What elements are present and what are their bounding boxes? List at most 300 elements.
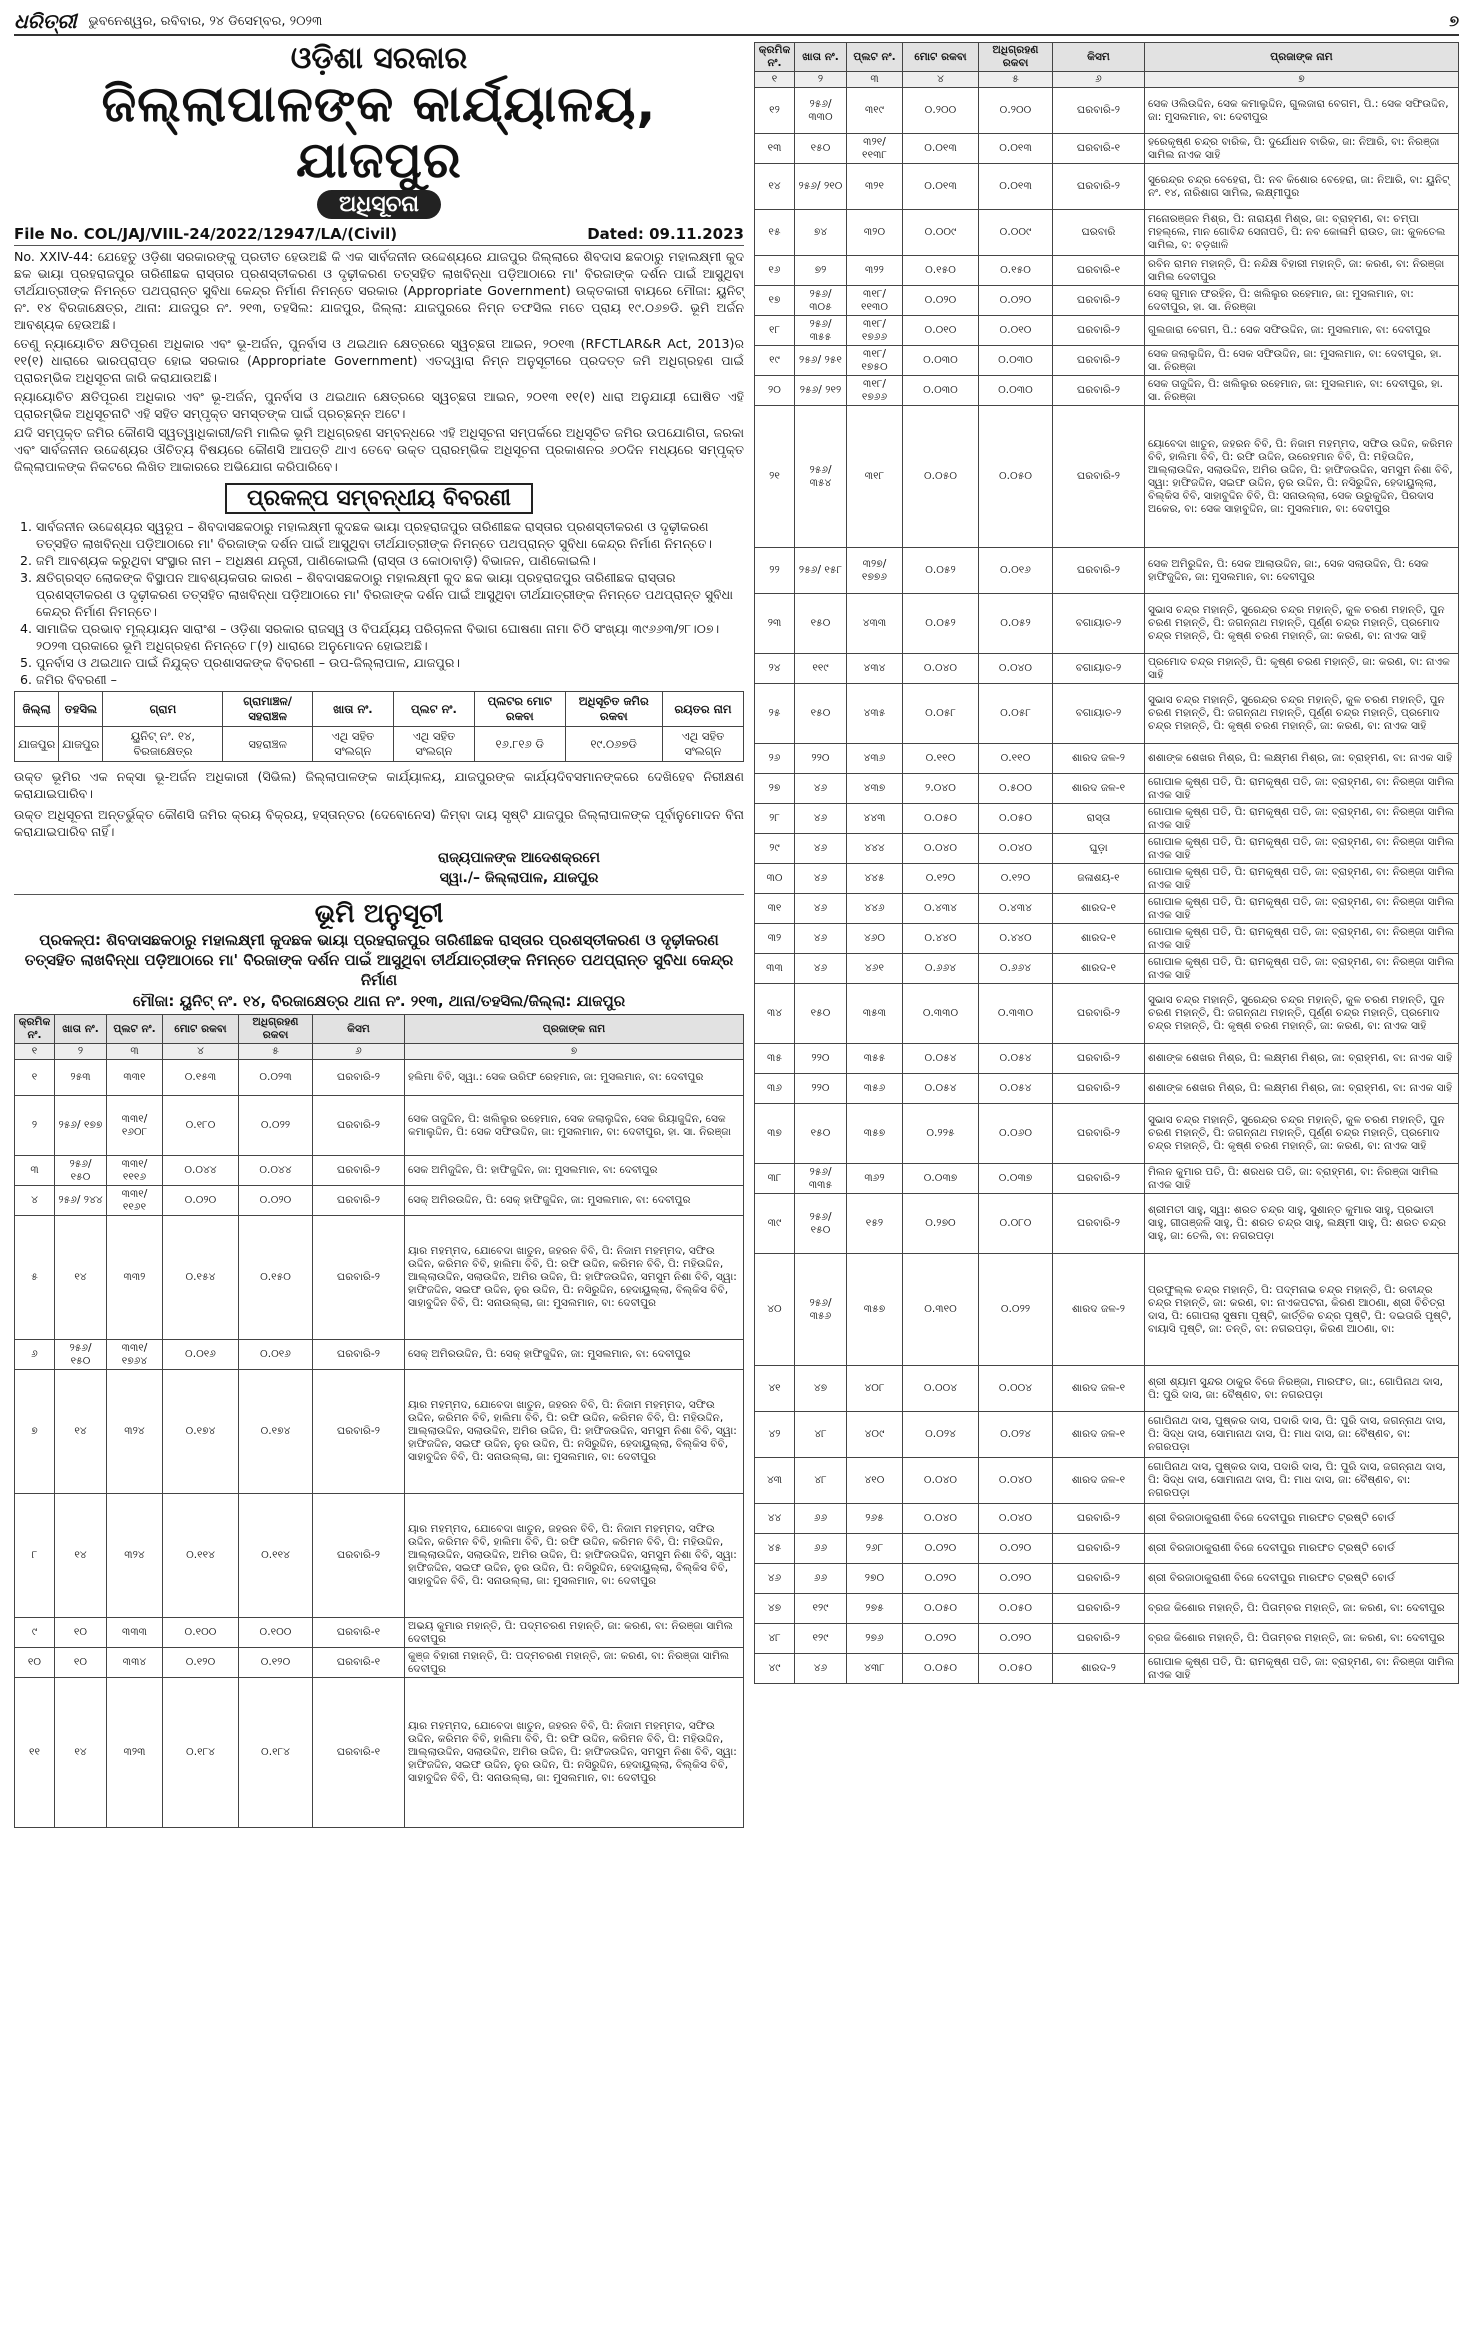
plot-cell: ୪୩୪ xyxy=(847,654,903,684)
khata-cell: ୭୪ xyxy=(795,210,847,256)
table-row xyxy=(755,1564,1459,1594)
acquired-area-cell: ୦.୦୪୦ xyxy=(979,1458,1053,1504)
table-row xyxy=(755,1458,1459,1504)
file-line xyxy=(14,225,744,246)
acquired-area-cell: ୦.୧୦୦ xyxy=(239,1618,313,1648)
khata-cell: ୪୮ xyxy=(795,1458,847,1504)
khata-cell: ୪୬ xyxy=(795,894,847,924)
serial-cell: ୧୪ xyxy=(755,164,795,210)
right-column xyxy=(754,42,1459,2332)
total-area-cell: ୨.୦୪୦ xyxy=(903,774,979,804)
header-cell: କ୍ରମିକ ନଂ. xyxy=(15,1015,55,1044)
kisam-cell: ଘରବାରି-୨ xyxy=(313,1186,405,1216)
notification-badge: ଅଧିସୂଚନା xyxy=(317,190,441,219)
serial-cell: ୯ xyxy=(15,1618,55,1648)
kisam-cell: ଘରବାରି-୨ xyxy=(1053,1594,1145,1624)
total-area-cell: ୦.୧୧୪ xyxy=(163,1494,239,1618)
kisam-cell: ଘରବାରି-୨ xyxy=(1053,1044,1145,1074)
owner-name-cell: ଗୋପାଳ କୃଷ୍ଣ ପତି, ପି: ରାମକୃଷ୍ଣ ପତି, ଜା: ବ୍ରାହ୍ମଣ, ବା: ନିରଞ୍ଜା ସାମିଲ ନାଏକ ସାହି xyxy=(1145,894,1459,924)
kisam-cell: ଶାରଦ ଜଳ-୧ xyxy=(1053,774,1145,804)
owner-name-cell: ୟାର ମହମ୍ମଦ, ଯୋବେଦା ଖାତୁନ, ଜହରନ ବିବି, ପି: ନିଜାମ ମହମ୍ମଦ, ସଫିଉ ଉଦ୍ଦିନ, କରିମନ ବିବି, ହାଲିମା ବିବି, ପି: ରଫି ଉଦ୍ଦିନ, କରିମନ ବିବି, ପି: ମହିଉଦ୍ଦିନ, ଆଲ୍ଲାଉଦ୍ଦିନ, ସଲାଉଦ୍ଦିନ, ଅମିର ଉଦ୍ଦିନ, ପି: ହାଫିଜଉଦ୍ଦିନ, ସମସୁମ ନିଶା ବିବି, ସ୍ୱା: ହାଫିଜଦ୍ଦିନ, ସଇଫ ଉଦ୍ଦିନ, ନୁର ଉଦ୍ଦିନ, ପି: ନସିରୁଦ୍ଦିନ, ହେଦାୟୁଲ୍ଲା, ବିଲ୍କିସ ବିବି, ସାହାବୁଦ୍ଦିନ ବିବି, ପି: ସନାଉଲ୍ଲା, ଜା: ମୁସଲମାନ, ବା: ଦେବୀପୁର xyxy=(405,1494,744,1618)
kisam-cell: ଘରବାରି-୨ xyxy=(1053,88,1145,134)
total-area-cell: ୦.୦୫୪ xyxy=(903,1044,979,1074)
owner-name-cell: ସୁଭାସ ଚନ୍ଦ୍ର ମହାନ୍ତି, ସୁରେନ୍ଦ୍ର ଚନ୍ଦ୍ର ମହାନ୍ତି, କୁଳ ଚରଣ ମହାନ୍ତି, ପୁନ ଚରଣ ମହାନ୍ତି, ପି: ଜଗନ୍ନାଥ ମହାନ୍ତି, ପୂର୍ଣ୍ଣ ଚନ୍ଦ୍ର ମହାନ୍ତି, ପ୍ରମୋଦ ଚନ୍ଦ୍ର ମହାନ୍ତି, ପି: କୃଷ୍ଣ ଚରଣ ମହାନ୍ତି, ଜା: କରଣ, ବା: ନାଏକ ସାହି xyxy=(1145,984,1459,1044)
total-area-cell: ୦.୧୨୦ xyxy=(903,864,979,894)
table-row xyxy=(755,210,1459,256)
total-area-cell: ୦.୦୫୨ xyxy=(903,594,979,654)
kisam-cell: ଶାରଦ-୨ xyxy=(1053,1654,1145,1684)
table-row xyxy=(755,984,1459,1044)
header-cell: ଜିଲ୍ଲା xyxy=(15,692,59,727)
serial-cell: ୨୫ xyxy=(755,684,795,744)
acquired-area-cell: ୦.୦୫୨ xyxy=(979,594,1053,654)
acquired-area-cell: ୦.୧୫୦ xyxy=(239,1216,313,1340)
plot-cell: ୪୦୯ xyxy=(847,1412,903,1458)
list-item: 1. ସାର୍ବଜନୀନ ଉଦ୍ଦେଶ୍ୟର ସ୍ୱରୂପ – ଶିବଦାସଛକଠାରୁ ମହାଲକ୍ଷ୍ମୀ କୁଦଛକ ଭାୟା ପ୍ରହରାଜପୁର ତାରିଣୀଛକ ରାସ୍ତାର ପ୍ରଶସ୍ତୀକରଣ ଓ ଦୃଢ଼ୀକରଣ ତତ୍ସହିତ ଲାଖବିନ୍ଧା ପଡ଼ିଆଠାରେ ମା' ବିରଜାଙ୍କ ଦର୍ଶନ ପାଇଁ ଆସୁଥିବା ତୀର୍ଥଯାତ୍ରୀଙ୍କ ନିମନ୍ତେ ପଥପ୍ରାନ୍ତ ସୁବିଧା କେନ୍ଦ୍ର ନିର୍ମାଣ ନିମନ୍ତେ। xyxy=(36,518,744,552)
total-area-cell: ୦.୧୧୦ xyxy=(903,744,979,774)
header-cell: ଖାତା ନଂ. xyxy=(795,43,847,72)
column-number: ୭ xyxy=(1145,72,1459,88)
serial-cell: ୪୯ xyxy=(755,1654,795,1684)
kisam-cell: ଘରବାରି-୨ xyxy=(1053,346,1145,376)
total-area-cell: ୦.୦୫୨ xyxy=(903,548,979,594)
table-row xyxy=(755,316,1459,346)
plot-cell: ୩୧୮/ ୧୧୩୦ xyxy=(847,286,903,316)
khata-cell: ୧୦ xyxy=(55,1648,107,1678)
owner-name-cell: ଗୋପିନାଥ ଦାସ, ପୁଷ୍କର ଦାସ, ପଦାରି ଦାସ, ପି: ପୁରି ଦାସ, ଜଗନ୍ନାଥ ଦାସ, ପି: ସିଦ୍ଧ ଦାସ, ସୋମାନାଥ ଦାସ, ପି: ମାଧ ଦାସ, ଜା: ବୈଷ୍ଣବ, ବା: ନଗରପଡ଼ା xyxy=(1145,1458,1459,1504)
notice-paragraph: No. XXIV-44: ଯେହେତୁ ଓଡ଼ିଶା ସରକାରଙ୍କୁ ପ୍ରତୀତ ହେଉଅଛି କି ଏକ ସାର୍ବଜନୀନ ଉଦ୍ଦେଶ୍ୟରେ ଯାଜପୁର ଜିଲ୍ଲାରେ ଶିବଦାସ ଛକଠାରୁ ମହାଲକ୍ଷ୍ମୀ କୁଦ ଛକ ଭାୟା ପ୍ରହରାଜପୁର ତାରିଣୀଛକ ରାସ୍ତାର ପ୍ରଶସ୍ତୀକରଣ ଓ ଦୃଢ଼ୀକରଣ ତତ୍ସହିତ ଲାଖବିନ୍ଧା ପଡ଼ିଆଠାରେ ମା' ବିରଜାଙ୍କ ଦର୍ଶନ ପାଇଁ ଆସୁଥିବା ତୀର୍ଥଯାତ୍ରୀଙ୍କ ନିମନ୍ତେ ପଥପ୍ରାନ୍ତ ସୁବିଧା କେନ୍ଦ୍ର ନିର୍ମାଣ ନିମନ୍ତେ ସରକାର (Appropriate Government) ଉକ୍ତକାରୀ ବାୟରେ ମୌଜା: ୟୁନିଟ୍ ନଂ. ୧୪ ବିରଜାକ୍ଷେତ୍ର, ଥାନା: ଯାଜପୁର ନଂ. ୨୧୩, ତହସିଲ: ଯାଜପୁର, ଜିଲ୍ଲା: ଯାଜପୁରରେ ନିମ୍ନ ତଫସିଲ ମତେ ପ୍ରାୟ ୧୯.୦୬୭ଡି. ଭୂମି ଅର୍ଜନ ଆବଶ୍ୟକ ହେଉଅଛି। xyxy=(14,249,744,332)
acquired-area-cell: ୦.୦୫୦ xyxy=(979,1654,1053,1684)
owner-name-cell: ପ୍ରମୋଦ ଚନ୍ଦ୍ର ମହାନ୍ତି, ପି: କୃଷ୍ଣ ଚରଣ ମହାନ୍ତି, ଜା: କରଣ, ବା: ନାଏକ ସାହି xyxy=(1145,654,1459,684)
serial-cell: ୪୧ xyxy=(755,1366,795,1412)
owner-name-cell: ସେକ୍ ଅମିରଉଦ୍ଦିନ, ପି: ସେକ୍ ହାଫିଜୁଦ୍ଦିନ, ଜା: ମୁସଲମାନ, ବା: ଦେବୀପୁର xyxy=(405,1186,744,1216)
total-area-cell: ୦.୬୬୪ xyxy=(903,954,979,984)
table-row xyxy=(755,1504,1459,1534)
owner-name-cell: ଅଭୟ କୁମାର ମହାନ୍ତି, ପି: ପଦ୍ମଚରଣ ମହାନ୍ତି, ଜା: କରଣ, ବା: ନିରଞ୍ଜା ସାମିଲ ଦେବୀପୁର xyxy=(405,1618,744,1648)
table-row xyxy=(755,1194,1459,1254)
plot-cell: ୩୨୧/ ୧୧୩୮ xyxy=(847,134,903,164)
serial-cell: ୪୫ xyxy=(755,1534,795,1564)
land-schedule-table-left xyxy=(14,1014,744,1828)
owner-name-cell: ସୁଭାସ ଚନ୍ଦ୍ର ମହାନ୍ତି, ସୁରେନ୍ଦ୍ର ଚନ୍ଦ୍ର ମହାନ୍ତି, କୁଳ ଚରଣ ମହାନ୍ତି, ପୁନ ଚରଣ ମହାନ୍ତି, ପି: ଜଗନ୍ନାଥ ମହାନ୍ତି, ପୂର୍ଣ୍ଣ ଚନ୍ଦ୍ର ମହାନ୍ତି, ପ୍ରମୋଦ ଚନ୍ଦ୍ର ମହାନ୍ତି, ପି: କୃଷ୍ଣ ଚରଣ ମହାନ୍ତି, ଜା: କରଣ, ବା: ନାଏକ ସାହି xyxy=(1145,594,1459,654)
table-cell: ସହରାଞ୍ଚଳ xyxy=(223,727,312,762)
khata-cell: ୧୪ xyxy=(55,1678,107,1828)
kisam-cell: ଶାରଦ ଜଳ-୧ xyxy=(1053,1458,1145,1504)
acquired-area-cell: ୦.୦୬୦ xyxy=(979,1104,1053,1164)
kisam-cell: ଘରବାରି-୨ xyxy=(1053,1624,1145,1654)
plot-cell: ୩୧୮/ ୧୭୬୬ xyxy=(847,376,903,406)
owner-name-cell: ୟାର ମହମ୍ମଦ, ଯୋବେଦା ଖାତୁନ, ଜହରନ ବିବି, ପି: ନିଜାମ ମହମ୍ମଦ, ସଫିଉ ଉଦ୍ଦିନ, କରିମନ ବିବି, ହାଲିମା ବିବି, ପି: ରଫି ଉଦ୍ଦିନ, କରିମନ ବିବି, ପି: ମହିଉଦ୍ଦିନ, ଆଲ୍ଲାଉଦ୍ଦିନ, ସଲାଉଦ୍ଦିନ, ଅମିର ଉଦ୍ଦିନ, ପି: ହାଫିଜଉଦ୍ଦିନ, ସମସୁମ ନିଶା ବିବି, ସ୍ୱା: ହାଫିଜଦ୍ଦିନ, ସଇଫ ଉଦ୍ଦିନ, ନୁର ଉଦ୍ଦିନ, ପି: ନସିରୁଦ୍ଦିନ, ହେଦାୟୁଲ୍ଲା, ବିଲ୍କିସ ବିବି, ସାହାବୁଦ୍ଦିନ ବିବି, ପି: ସନାଉଲ୍ଲା, ଜା: ମୁସଲମାନ, ବା: ଦେବୀପୁର xyxy=(405,1678,744,1828)
acquired-area-cell: ୦.୦୨୦ xyxy=(979,286,1053,316)
khata-cell: ୨୫୬/ ୧୫୦ xyxy=(55,1156,107,1186)
table-row xyxy=(755,1104,1459,1164)
header-cell: ଅଧିଗ୍ରହଣ ରକବା xyxy=(239,1015,313,1044)
header-cell: ପ୍ଲଟର ମୋଟ ରକବା xyxy=(474,692,565,727)
serial-cell: ୩୦ xyxy=(755,864,795,894)
plot-cell: ୩୫୭ xyxy=(847,1254,903,1366)
khata-cell: ୨୫୬/ ୧୫୦ xyxy=(795,1194,847,1254)
plot-cell: ୪୪୪ xyxy=(847,834,903,864)
plot-cell: ୩୩୨ xyxy=(107,1216,163,1340)
owner-name-cell: ରବିନ ରାମନ ମହାନ୍ତି, ପି: ନନ୍ଦିକ୍ଷ ବିହାରୀ ମହାନ୍ତି, ଜା: କରଣ, ବା: ନିରଞ୍ଜା ସାମିଲ ଦେବୀପୁର xyxy=(1145,256,1459,286)
khata-cell: ୨୫୬/ ୩୩୫ xyxy=(795,1164,847,1194)
serial-cell: ୩୧ xyxy=(755,894,795,924)
owner-name-cell: ଗୋପାଳ କୃଷ୍ଣ ପତି, ପି: ରାମକୃଷ୍ଣ ପତି, ଜା: ବ୍ରାହ୍ମଣ, ବା: ନିରଞ୍ଜା ସାମିଲ ନାଏକ ସାହି xyxy=(1145,954,1459,984)
acquired-area-cell: ୦.୦୨୦ xyxy=(979,1534,1053,1564)
khata-cell: ୨୫୬/ ୩୫୫ xyxy=(795,316,847,346)
notice-date: Dated: 09.11.2023 xyxy=(587,225,744,243)
table-cell: ୟୁନିଟ୍ ନଂ. ୧୪, ବିରଜାକ୍ଷେତ୍ର xyxy=(103,727,223,762)
plot-cell: ୩୫୭ xyxy=(847,1104,903,1164)
owner-name-cell: ଗୋପାଳ କୃଷ୍ଣ ପତି, ପି: ରାମକୃଷ୍ଣ ପତି, ଜା: ବ୍ରାହ୍ମଣ, ବା: ନିରଞ୍ଜା ସାମିଲ ନାଏକ ସାହି xyxy=(1145,834,1459,864)
kisam-cell: ଘରବାରି-୧ xyxy=(1053,134,1145,164)
table-row xyxy=(755,376,1459,406)
owner-name-cell: ଗୋପାଳ କୃଷ୍ଣ ପତି, ପି: ରାମକୃଷ୍ଣ ପତି, ଜା: ବ୍ରାହ୍ମଣ, ବା: ନିରଞ୍ଜା ସାମିଲ ନାଏକ ସାହି xyxy=(1145,864,1459,894)
table-row xyxy=(15,1186,744,1216)
kisam-cell: ଘରବାରି-୨ xyxy=(1053,1074,1145,1104)
plot-cell: ୩୩୧/ ୧୬୦୮ xyxy=(107,1096,163,1156)
table-row xyxy=(15,1096,744,1156)
plot-cell: ୩୩୧/ ୧୧୧୬ xyxy=(107,1156,163,1186)
table-row xyxy=(755,88,1459,134)
owner-name-cell: ସେକ ତାଜୁଦ୍ଦିନ, ପି: ଖଲିଲୁର ରହେମାନ, ଜା: ମୁସଲମାନ, ବା: ଦେବୀପୁର, ହା. ସା. ନିରଞ୍ଜା xyxy=(1145,376,1459,406)
kisam-cell: ଘରବାରି-୧ xyxy=(313,1618,405,1648)
kisam-cell: ଘରବାରି-୧ xyxy=(313,1678,405,1828)
acquired-area-cell: ୦.୦୮୦ xyxy=(979,1194,1053,1254)
owner-name-cell: ପ୍ରଫୁଲ୍ଲ ଚନ୍ଦ୍ର ମହାନ୍ତି, ପି: ପଦ୍ମନାଭ ଚନ୍ଦ୍ର ମହାନ୍ତି, ପି: ରବୀନ୍ଦ୍ର ଚନ୍ଦ୍ର ମହାନ୍ତି, ଜା: କରଣ, ବା: ନାଏକପଟନା, କିରଣ ଆଠଣା, ଶ୍ରୀ ବିଚିତ୍ରା ଦାସ, ପି: ଗୋପଲା ସୁଷମା ପୃଷ୍ଟି, କାର୍ତ୍ତିକ ଚନ୍ଦ୍ର ପୃଷ୍ଟି, ପି: ଦଇତାରି ପୃଷ୍ଟି, ବାୟାସି ପୃଷ୍ଟି, ଜା: ତନ୍ତି, ବା: ନଗରପଡ଼ା, କିରଣ ଆଠଣା, ବା: xyxy=(1145,1254,1459,1366)
khata-cell: ୬୬ xyxy=(795,1534,847,1564)
table-row xyxy=(15,1648,744,1678)
table-row xyxy=(755,1044,1459,1074)
owner-name-cell: ସୁରେନ୍ଦ୍ର ଚନ୍ଦ୍ର ବେହେରା, ପି: ନବ କିଶୋର ବେହେରା, ଜା: ନିଆରି, ବା: ୟୁନିଟ୍ ନଂ. ୧୪, ନାରିଶାଗ ସାମିଲ, ଲକ୍ଷ୍ମୀପୁର xyxy=(1145,164,1459,210)
serial-cell: ୨୩ xyxy=(755,594,795,654)
top-bar xyxy=(14,8,1459,36)
serial-cell: ୧୨ xyxy=(755,88,795,134)
table-row xyxy=(755,1412,1459,1458)
serial-cell: ୫ xyxy=(15,1216,55,1340)
project-details-list xyxy=(14,518,744,688)
khata-cell: ୨୨୦ xyxy=(795,1074,847,1104)
kisam-cell: ଘରବାରି-୨ xyxy=(1053,316,1145,346)
notice-paragraph: ତେଣୁ ନ୍ୟାୟୋଚିତ କ୍ଷତିପୂରଣ ଅଧିକାର ଏବଂ ଭୂ-ଅର୍ଜନ, ପୁନର୍ବାସ ଓ ଥଇଥାନ କ୍ଷେତ୍ରରେ ସ୍ୱଚ୍ଛତା ଆଇନ, ୨୦୧୩ (RFCTLAR&R Act, 2013)ର ୧୧(୧) ଧାରାରେ ଭାରପ୍ରାପ୍ତ ହୋଇ ସରକାର (Appropriate Government) ଏତଦ୍ୱାରା ନିମ୍ନ ଅନୁସୂଚୀରେ ପ୍ରଦତ୍ତ ଜମି ଅଧିଗ୍ରହଣ ପାଇଁ ପ୍ରାରମ୍ଭିକ ଅଧିସୂଚନା ଜାରି କରାଯାଉଅଛି। xyxy=(14,336,744,385)
acquired-area-cell: ୦.୦୧୩ xyxy=(979,134,1053,164)
total-area-cell: ୦.୧୦୦ xyxy=(163,1618,239,1648)
table-row xyxy=(15,1678,744,1828)
serial-cell: ୪୦ xyxy=(755,1254,795,1366)
total-area-cell: ୦.୧୫୪ xyxy=(163,1216,239,1340)
total-area-cell: ୦.୦୩୭ xyxy=(903,1164,979,1194)
acquired-area-cell: ୦.୧୭୪ xyxy=(239,1370,313,1494)
owner-name-cell: ଶଶାଙ୍କ ଶେଖର ମିଶ୍ର, ପି: ଲକ୍ଷ୍ମଣ ମିଶ୍ର, ଜା: ବ୍ରାହ୍ମଣ, ବା: ନାଏକ ସାହି xyxy=(1145,1074,1459,1104)
plot-cell: ୩୨୧ xyxy=(847,164,903,210)
plot-cell: ୪୪୬ xyxy=(847,894,903,924)
total-area-cell: ୦.୦୨୦ xyxy=(903,1534,979,1564)
table-row xyxy=(755,548,1459,594)
owner-name-cell: ସେକ ଅମିରୁଦ୍ଦିନ, ପି: ସେକ ଆଲାଉଦ୍ଦିନ, ଜା:, ସେକ ସଲାଉଦ୍ଦିନ, ପି: ସେକ ହାଫିଜୁଦ୍ଦିନ, ଜା: ମୁସଲମାନ, ବା: ଦେବୀପୁର xyxy=(1145,548,1459,594)
owner-name-cell: ହଲିମା ବିବି, ସ୍ୱା.: ସେକ ଉରିଫ ରେହମାନ, ଜା: ମୁସଲମାନ, ବା: ଦେବୀପୁର xyxy=(405,1060,744,1096)
serial-cell: ୨୬ xyxy=(755,744,795,774)
serial-cell: ୩୪ xyxy=(755,984,795,1044)
column-number: ୪ xyxy=(903,72,979,88)
total-area-cell: ୦.୦୪୦ xyxy=(903,1504,979,1534)
khata-cell: ୪୬ xyxy=(795,774,847,804)
khata-cell: ୪୬ xyxy=(795,1654,847,1684)
khata-cell: ୬୬ xyxy=(795,1504,847,1534)
total-area-cell: ୦.୩୧୦ xyxy=(903,1254,979,1366)
owner-name-cell: ଶ୍ରୀମତୀ ସାହୁ, ସ୍ୱା: ଶରତ ଚନ୍ଦ୍ର ସାହୁ, ସୁଶାନ୍ତ କୁମାର ସାହୁ, ପ୍ରଭାତୀ ସାହୁ, ଗୀତାଞ୍ଜଳି ସାହୁ, ପି: ଶରତ ଚନ୍ଦ୍ର ସାହୁ, ଲକ୍ଷ୍ମୀ ସାହୁ, ପି: ଶରତ ଚନ୍ଦ୍ର ସାହୁ, ଜା: ତେଲି, ବା: ନଗରପଡ଼ା xyxy=(1145,1194,1459,1254)
schedule-mouza: ମୌଜା: ୟୁନିଟ୍ ନଂ. ୧୪, ବିରଜାକ୍ଷେତ୍ର ଥାନା ନଂ. ୨୧୩, ଥାନା/ତହସିଲ/ଜିଲ୍ଲା: ଯାଜପୁର xyxy=(132,992,626,1010)
serial-cell: ୮ xyxy=(15,1494,55,1618)
header-cell: ଅଧିସୂଚିତ ଜମିର ରକବା xyxy=(565,692,662,727)
table-row xyxy=(15,1060,744,1096)
kisam-cell: ଘରବାରି-୨ xyxy=(1053,1164,1145,1194)
serial-cell: ୭ xyxy=(15,1370,55,1494)
serial-cell: ୩୬ xyxy=(755,1074,795,1104)
acquired-area-cell: ୦.୦୨୨ xyxy=(239,1096,313,1156)
acquired-area-cell: ୦.୦୨୦ xyxy=(979,1564,1053,1594)
acquired-area-cell: ୦.୦୦୯ xyxy=(979,210,1053,256)
kisam-cell: ବଗାୟାତ-୨ xyxy=(1053,684,1145,744)
list-item: 6. ଜମିର ବିବରଣୀ – xyxy=(36,671,744,688)
khata-cell: ୧୧୯ xyxy=(795,654,847,684)
owner-name-cell: ସେକ ଓଲିଉଦ୍ଦିନ, ସେକ କମାଲୁଦ୍ଦିନ, ଗୁଲଜାରା ବେଗମ, ପି.: ସେକ ସଫିଉଦ୍ଦିନ, ଜା: ମୁସଲମାନ, ବା: ଦେବୀପୁର xyxy=(1145,88,1459,134)
table-row xyxy=(755,924,1459,954)
notice-paragraph: ଉକ୍ତ ଅଧିସୂଚନା ଅନ୍ତର୍ଭୁକ୍ତ କୌଣସି ଜମିର କ୍ରୟ ବିକ୍ରୟ, ହସ୍ତାନ୍ତର (ଦେବୋନେସ) କିମ୍ବା ଦାୟ ସୃଷ୍ଟି ଯାଜପୁର ଜିଲ୍ଲାପାଳଙ୍କ ପୂର୍ବାନୁମୋଦନ ବିନା କରାଯାଇପାରିବ ନାହିଁ। xyxy=(14,807,744,839)
table-header-row xyxy=(755,43,1459,72)
khata-cell: ୧୫୦ xyxy=(795,1104,847,1164)
serial-cell: ୪ xyxy=(15,1186,55,1216)
header-cell: ଖାତା ନଂ. xyxy=(55,1015,107,1044)
table-row xyxy=(755,134,1459,164)
kisam-cell: ଘରବାରି-୨ xyxy=(1053,1104,1145,1164)
table-row xyxy=(15,1216,744,1340)
serial-cell: ୩ xyxy=(15,1156,55,1186)
serial-cell: ୨ xyxy=(15,1096,55,1156)
kisam-cell: ଘରବାରି-୨ xyxy=(1053,1194,1145,1254)
acquired-area-cell: ୦.୫୦୦ xyxy=(979,774,1053,804)
kisam-cell: ଶାରଦ ଜଳ-୧ xyxy=(1053,1366,1145,1412)
acquired-area-cell: ୦.୦୫୮ xyxy=(979,684,1053,744)
header-cell: ଗ୍ରାମ xyxy=(103,692,223,727)
khata-cell: ୨୫୬/ ୨୧୦ xyxy=(795,164,847,210)
plot-cell: ୧୫୨ xyxy=(847,1194,903,1254)
serial-cell: ୧୩ xyxy=(755,134,795,164)
serial-cell: ୪୩ xyxy=(755,1458,795,1504)
serial-cell: ୨୮ xyxy=(755,804,795,834)
khata-cell: ୨୫୬/ ୧୫୮ xyxy=(795,548,847,594)
khata-cell: ୨୫୬/ ୨୧୨ xyxy=(795,376,847,406)
table-row xyxy=(755,1074,1459,1104)
plot-cell: ୨୭୬ xyxy=(847,1624,903,1654)
acquired-area-cell: ୦.୦୧୬ xyxy=(239,1340,313,1370)
khata-cell: ୨୨୦ xyxy=(795,1044,847,1074)
notice-paragraph: ଯଦି ସମ୍ପୃକ୍ତ ଜମିର କୌଣସି ସ୍ୱତ୍ୱାଧିକାରୀ/ଜମି ମାଲିକ ଭୂମି ଅଧିଗ୍ରହଣ ସମ୍ବନ୍ଧରେ ଏହି ଅଧିସୂଚନା ସମ୍ପର୍କରେ ଅଧିସୂଚିତ ଜମିର ଉପଯୋଗିତା, ଜରକା ଏବଂ ସାର୍ବଜନୀନ ଉଦ୍ଦେଶ୍ୟର ଔଚିତ୍ୟ ବିଷୟରେ କୌଣସି ଆପତ୍ତି ଥାଏ ତେବେ ଉକ୍ତ ପ୍ରାରମ୍ଭିକ ଅଧିସୂଚନା ପ୍ରକାଶନର ୬୦ଦିନ ମଧ୍ୟରେ ସମ୍ପୃକ୍ତ ଜିଲ୍ଲାପାଳଙ୍କ ନିକଟରେ ଲିଖିତ ଆକାରରେ ଅଭିଯୋଗ କରିପାରିବେ। xyxy=(14,425,744,474)
owner-name-cell: ଗୋପିନାଥ ଦାସ, ପୁଷ୍କର ଦାସ, ପଦାରି ଦାସ, ପି: ପୁରି ଦାସ, ଜଗନ୍ନାଥ ଦାସ, ପି: ସିଦ୍ଧ ଦାସ, ସୋମାନାଥ ଦାସ, ପି: ମାଧ ଦାସ, ଜା: ବୈଷ୍ଣବ, ବା: ନଗରପଡ଼ା xyxy=(1145,1412,1459,1458)
plot-cell: ୩୧୯ xyxy=(847,88,903,134)
owner-name-cell: ସେକ ତାଜୁଦ୍ଦିନ, ପି: ଖଲିଲୁର ରହେମାନ, ସେକ ଜଲାଲୁଦ୍ଦିନ, ସେକ ରିୟାଜୁଦ୍ଦିନ, ସେକ କମାଲୁଦ୍ଦିନ, ପି: ସେକ ସଫିଉଦ୍ଦିନ, ଜା: ମୁସଲମାନ, ବା: ଦେବୀପୁର, ହା. ସା. ନିରଞ୍ଜା xyxy=(405,1096,744,1156)
kisam-cell: ଘରବାରି-୨ xyxy=(1053,548,1145,594)
column-number: ୬ xyxy=(1053,72,1145,88)
table-row xyxy=(15,727,744,762)
plot-cell: ୪୩୩ xyxy=(847,594,903,654)
table-row xyxy=(755,864,1459,894)
plot-cell: ୩୩୩ xyxy=(107,1618,163,1648)
khata-cell: ୧୫୦ xyxy=(795,134,847,164)
list-item: 5. ପୁନର୍ବାସ ଓ ଥଇଥାନ ପାଇଁ ନିଯୁକ୍ତ ପ୍ରଶାସକଙ୍କ ବିବରଣୀ – ଉପ-ଜିଲ୍ଲାପାଳ, ଯାଜପୁର। xyxy=(36,654,744,671)
khata-cell: ୧୫୦ xyxy=(795,684,847,744)
column-number-row xyxy=(755,72,1459,88)
acquired-area-cell: ୦.୦୫୦ xyxy=(979,804,1053,834)
total-area-cell: ୦.୦୫୦ xyxy=(903,406,979,548)
total-area-cell: ୦.୦୧୩ xyxy=(903,134,979,164)
table-row xyxy=(755,744,1459,774)
plot-cell: ୪୩୫ xyxy=(847,684,903,744)
acquired-area-cell: ୦.୦୪୪ xyxy=(239,1156,313,1186)
owner-name-cell: ୟାର ମହମ୍ମଦ, ଯୋବେଦା ଖାତୁନ, ଜହରନ ବିବି, ପି: ନିଜାମ ମହମ୍ମଦ, ସଫିଉ ଉଦ୍ଦିନ, କରିମନ ବିବି, ହାଲିମା ବିବି, ପି: ରଫି ଉଦ୍ଦିନ, କରିମନ ବିବି, ପି: ମହିଉଦ୍ଦିନ, ଆଲ୍ଲାଉଦ୍ଦିନ, ସଲାଉଦ୍ଦିନ, ଅମିର ଉଦ୍ଦିନ, ପି: ହାଫିଜଉଦ୍ଦିନ, ସମସୁମ ନିଶା ବିବି, ସ୍ୱା: ହାଫିଜଦ୍ଦିନ, ସଇଫ ଉଦ୍ଦିନ, ନୁର ଉଦ୍ଦିନ, ପି: ନସିରୁଦ୍ଦିନ, ହେଦାୟୁଲ୍ଲା, ବିଲ୍କିସ ବିବି, ସାହାବୁଦ୍ଦିନ ବିବି, ପି: ସନାଉଲ୍ଲା, ଜା: ମୁସଲମାନ, ବା: ଦେବୀପୁର xyxy=(405,1216,744,1340)
kisam-cell: ଘରବାରି-୨ xyxy=(1053,1564,1145,1594)
owner-name-cell: ମନୋରଞ୍ଜନ ମିଶ୍ର, ପି: ନାରାୟଣ ମିଶ୍ର, ଜା: ବ୍ରାହ୍ମଣ, ବା: ଚମ୍ପା ମହଲ୍ଲେ, ମାନ ଗୋବିନ୍ଦ ସେନାପତି, ପି: ନବ କୋଳାମି ରାଉତ, ଜା: କୁଳତେଲ ସାମିଲ, ବ: ବଡ଼ଖାଳି xyxy=(1145,210,1459,256)
kisam-cell: ବଗାୟାତ-୨ xyxy=(1053,654,1145,684)
plot-cell: ୩୩୧/ ୧୧୬୧ xyxy=(107,1186,163,1216)
serial-cell: ୧୯ xyxy=(755,346,795,376)
total-area-cell: ୦.୧୫୦ xyxy=(903,256,979,286)
notice-paragraph: ନ୍ୟାୟୋଚିତ କ୍ଷତିପୂରଣ ଅଧିକାର ଏବଂ ଭୂ-ଅର୍ଜନ, ପୁନର୍ବାସ ଓ ଥଇଥାନ କ୍ଷେତ୍ରରେ ସ୍ୱଚ୍ଛତା ଆଇନ, ୨୦୧୩ ୧୧(୧) ଧାରା ଅନୁଯାୟୀ ଘୋଷିତ ଏହି ପ୍ରାରମ୍ଭିକ ଅଧିସୂଚନାଟି ଏହି ସହିତ ସମ୍ପୃକ୍ତ ସମସ୍ତଙ୍କ ପାଇଁ ପ୍ରଚ୍ଛନ୍ନ ଅଟେ। xyxy=(14,389,744,421)
plot-cell: ୩୫୬ xyxy=(847,1074,903,1104)
khata-cell: ୨୫୬/ ୩୦୫ xyxy=(795,286,847,316)
serial-cell: ୪୪ xyxy=(755,1504,795,1534)
schedule-project: ପ୍ରକଳ୍ପ: ଶିବଦାସଛକଠାରୁ ମହାଲକ୍ଷ୍ମୀ କୁଦଛକ ଭାୟା ପ୍ରହରାଜପୁର ତାରିଣୀଛକ ରାସ୍ତାର ପ୍ରଶସ୍ତୀକରଣ ଓ ଦୃଢ଼ୀକରଣ ତତ୍ସହିତ ଲାଖବିନ୍ଧା ପଡ଼ିଆଠାରେ ମା' ବିରଜାଙ୍କ ଦର୍ଶନ ପାଇଁ ଆସୁଥିବା ତୀର୍ଥଯାତ୍ରୀଙ୍କ ନିମନ୍ତେ ପଥପ୍ରାନ୍ତ ସୁବିଧା କେନ୍ଦ୍ର ନିର୍ମାଣ xyxy=(24,931,734,989)
table-cell: ଯାଜପୁର xyxy=(59,727,103,762)
table-header-row xyxy=(15,692,744,727)
kisam-cell: ଶାରଦ ଜଳ-୨ xyxy=(1053,1254,1145,1366)
owner-name-cell: ୟାର ମହମ୍ମଦ, ଯୋବେଦା ଖାତୁନ, ଜହରନ ବିବି, ପି: ନିଜାମ ମହମ୍ମଦ, ସଫିଉ ଉଦ୍ଦିନ, କରିମନ ବିବି, ହାଲିମା ବିବି, ପି: ରଫି ଉଦ୍ଦିନ, କରିମନ ବିବି, ପି: ମହିଉଦ୍ଦିନ, ଆଲ୍ଲାଉଦ୍ଦିନ, ସଲାଉଦ୍ଦିନ, ଅମିର ଉଦ୍ଦିନ, ପି: ହାଫିଜଉଦ୍ଦିନ, ସମସୁମ ନିଶା ବିବି, ସ୍ୱା: ହାଫିଜଦ୍ଦିନ, ସଇଫ ଉଦ୍ଦିନ, ନୁର ଉଦ୍ଦିନ, ପି: ନସିରୁଦ୍ଦିନ, ହେଦାୟୁଲ୍ଲା, ବିଲ୍କିସ ବିବି, ସାହାବୁଦ୍ଦିନ ବିବି, ପି: ସନାଉଲ୍ଲା, ଜା: ମୁସଲମାନ, ବା: ଦେବୀପୁର xyxy=(405,1370,744,1494)
kisam-cell: ଘରବାରି-୨ xyxy=(1053,984,1145,1044)
table-row xyxy=(755,164,1459,210)
table-cell: ଯାଜପୁର xyxy=(15,727,59,762)
serial-cell: ୪୬ xyxy=(755,1564,795,1594)
acquired-area-cell: ୦.୦୨୩ xyxy=(239,1060,313,1096)
owner-name-cell: ଗୁଲଜାରା ବେଗମ, ପି.: ସେକ ସଫିଉଦ୍ଦିନ, ଜା: ମୁସଲମାନ, ବା: ଦେବୀପୁର xyxy=(1145,316,1459,346)
acquired-area-cell: ୦.୦୧୩ xyxy=(979,164,1053,210)
total-area-cell: ୦.୦୪୦ xyxy=(903,654,979,684)
total-area-cell: ୦.୧୨୦ xyxy=(163,1648,239,1678)
kisam-cell: ଘରବାରି-୨ xyxy=(1053,376,1145,406)
total-area-cell: ୦.୦୫୦ xyxy=(903,804,979,834)
kisam-cell: ଘରବାରି-୨ xyxy=(1053,1534,1145,1564)
total-area-cell: ୦.୦୧୬ xyxy=(163,1340,239,1370)
table-row xyxy=(755,346,1459,376)
serial-cell: ୪୭ xyxy=(755,1594,795,1624)
kisam-cell: ଜଳାଶୟ-୧ xyxy=(1053,864,1145,894)
total-area-cell: ୦.୨୭୦ xyxy=(903,1194,979,1254)
khata-cell: ୬୬ xyxy=(795,1564,847,1594)
acquired-area-cell: ୦.୧୧୦ xyxy=(979,744,1053,774)
kisam-cell: ବଗାୟାତ-୨ xyxy=(1053,594,1145,654)
owner-name-cell: କୁଞ୍ଜ ବିହାରୀ ମହାନ୍ତି, ପି: ପଦ୍ମଚରଣ ମହାନ୍ତି, ଜା: କରଣ, ବା: ନିରଞ୍ଜା ସାମିଲ ଦେବୀପୁର xyxy=(405,1648,744,1678)
notice-paragraph: ଉକ୍ତ ଭୂମିର ଏକ ନକ୍ସା ଭୂ-ଅର୍ଜନ ଅଧିକାରୀ (ସିଭିଲ) ଜିଲ୍ଲାପାଳଙ୍କ କାର୍ଯ୍ୟାଳୟ, ଯାଜପୁରଙ୍କ କାର୍ଯ୍ୟଦିବସମାନଙ୍କରେ ଦେଖିହେବ ନିରୀକ୍ଷଣ କରାଯାଇପାରିବ। xyxy=(14,769,744,801)
plot-cell: ୪୩୬ xyxy=(847,744,903,774)
plot-cell: ୪୪୩ xyxy=(847,804,903,834)
table-row xyxy=(755,774,1459,804)
page-number: ୭ xyxy=(1449,11,1459,30)
header-cell: ପ୍ରଜାଙ୍କ ନାମ xyxy=(1145,43,1459,72)
table-row xyxy=(755,654,1459,684)
plot-cell: ୩୫୫ xyxy=(847,1044,903,1074)
acquired-area-cell: ୦.୦୫୪ xyxy=(979,1044,1053,1074)
plot-cell: ୪୪୫ xyxy=(847,864,903,894)
table-row xyxy=(755,256,1459,286)
list-item: 4. ସାମାଜିକ ପ୍ରଭାବ ମୂଲ୍ୟାୟନ ସାରାଂଶ – ଓଡ଼ିଶା ସରକାର ରାଜସ୍ୱ ଓ ବିପର୍ଯ୍ୟୟ ପରିଚାଳନା ବିଭାଗ ଘୋଷଣା ନାମା ଚିଠି ସଂଖ୍ୟା ୩୯୬୬୩/୨୮।୦୭।୨୦୨୩ ପ୍ରକାରେ ଭୂମି ଅଧିଗ୍ରହଣ ନିମନ୍ତେ ୮(୨) ଧାରାରେ ଅନୁମୋଦନ ହୋଇଅଛି। xyxy=(36,620,744,654)
total-area-cell: ୦.୦୧୩ xyxy=(903,164,979,210)
total-area-cell: ୦.୦୫୮ xyxy=(903,684,979,744)
plot-cell: ୩୩୧/ ୧୭୬୪ xyxy=(107,1340,163,1370)
acquired-area-cell: ୦.୦୩୦ xyxy=(979,376,1053,406)
plot-cell: ୪୩୭ xyxy=(847,774,903,804)
owner-name-cell: ଶ୍ରୀ ବିରଜାଠାକୁରାଣୀ ବିଜେ ଦେବୀପୁର ମାରଫତ ଟ୍ରଷ୍ଟି ବୋର୍ଡ xyxy=(1145,1564,1459,1594)
khata-cell: ୪୬ xyxy=(795,954,847,984)
header-cell: ତହସିଲ xyxy=(59,692,103,727)
khata-cell: ୪୬ xyxy=(795,834,847,864)
serial-cell: ୧୮ xyxy=(755,316,795,346)
owner-name-cell: ହରେକୃଷ୍ଣ ଚନ୍ଦ୍ର ବାରିକ, ପି: ଦୁର୍ଯୋଧନ ବାରିକ, ଜା: ନିଆରି, ବା: ନିରଞ୍ଜା ସାମିଲ ନାଏକ ସାହି xyxy=(1145,134,1459,164)
kisam-cell: ଘରବାରି-୨ xyxy=(1053,406,1145,548)
khata-cell: ୧୪ xyxy=(55,1216,107,1340)
kisam-cell: ଘରବାରି-୧ xyxy=(313,1648,405,1678)
header-cell: ଖାତା ନଂ. xyxy=(312,692,393,727)
table-row xyxy=(755,1594,1459,1624)
total-area-cell: ୦.୦୪୦ xyxy=(903,834,979,864)
table-row xyxy=(755,1654,1459,1684)
serial-cell: ୩୩ xyxy=(755,954,795,984)
plot-cell: ୪୬୦ xyxy=(847,924,903,954)
owner-name-cell: ମିଲନ କୁମାର ପତି, ପି: ଶରଧର ପତି, ଜା: ବ୍ରାହ୍ମଣ, ବା: ନିରଞ୍ଜା ସାମିଲ ନାଏକ ସାହି xyxy=(1145,1164,1459,1194)
khata-cell: ୧୦ xyxy=(55,1618,107,1648)
notice-paragraphs xyxy=(14,246,744,477)
total-area-cell: ୦.୩୩୦ xyxy=(903,984,979,1044)
serial-cell: ୪୮ xyxy=(755,1624,795,1654)
khata-cell: ୧୪ xyxy=(55,1370,107,1494)
total-area-cell: ୦.୧୮୦ xyxy=(163,1096,239,1156)
serial-cell: ୨୦ xyxy=(755,376,795,406)
acquired-area-cell: ୦.୧୨୦ xyxy=(979,864,1053,894)
table-row xyxy=(755,1366,1459,1412)
khata-cell: ୧୪ xyxy=(55,1494,107,1618)
signature-line: ସ୍ୱା./– ଜିଲ୍ଲାପାଳ, ଯାଜପୁର xyxy=(439,870,599,886)
owner-name-cell: ସେକ ଜଲାଲୁଦ୍ଦିନ, ପି: ସେକ ସଫିଉଦ୍ଦିନ, ଜା: ମୁସଲମାନ, ବା: ଦେବୀପୁର, ହା. ସା. ନିରଞ୍ଜା xyxy=(1145,346,1459,376)
table-cell: ଏଥି ସହିତ ସଂଲଗ୍ନ xyxy=(662,727,743,762)
acquired-area-cell: ୦.୦୨୦ xyxy=(239,1186,313,1216)
table-row xyxy=(755,286,1459,316)
plot-cell: ୩୧୮/ ୧୭୫୦ xyxy=(847,346,903,376)
acquired-area-cell: ୦.୦୪୦ xyxy=(979,1504,1053,1534)
acquired-area-cell: ୦.୧୧୪ xyxy=(239,1494,313,1618)
table-row xyxy=(15,1370,744,1494)
owner-name-cell: ଶଶାଙ୍କ ଶେଖର ମିଶ୍ର, ପି: ଲକ୍ଷ୍ମଣ ମିଶ୍ର, ଜା: ବ୍ରାହ୍ମଣ, ବା: ନାଏକ ସାହି xyxy=(1145,1044,1459,1074)
khata-cell: ୨୫୬/ ୧୭୭ xyxy=(55,1096,107,1156)
column-number: ୩ xyxy=(107,1044,163,1060)
plot-cell: ୪୧୦ xyxy=(847,1458,903,1504)
acquired-area-cell: ୦.୦୨୦ xyxy=(979,1624,1053,1654)
acquired-area-cell: ୦.୪୪୦ xyxy=(979,924,1053,954)
acquired-area-cell: ୦.୦୩୦ xyxy=(979,346,1053,376)
file-number: File No. COL/JAJ/VIIL-24/2022/12947/LA/(Civil) xyxy=(14,225,398,243)
table-row xyxy=(755,684,1459,744)
owner-name-cell: ଗୋପାଳ କୃଷ୍ଣ ପତି, ପି: ରାମକୃଷ୍ଣ ପତି, ଜା: ବ୍ରାହ୍ମଣ, ବା: ନିରଞ୍ଜା ସାମିଲ ନାଏକ ସାହି xyxy=(1145,1654,1459,1684)
serial-cell: ୪୨ xyxy=(755,1412,795,1458)
khata-cell: ୧୫୦ xyxy=(795,984,847,1044)
plot-cell: ୩୨୨ xyxy=(847,256,903,286)
acquired-area-cell: ୦.୦୪୦ xyxy=(979,834,1053,864)
